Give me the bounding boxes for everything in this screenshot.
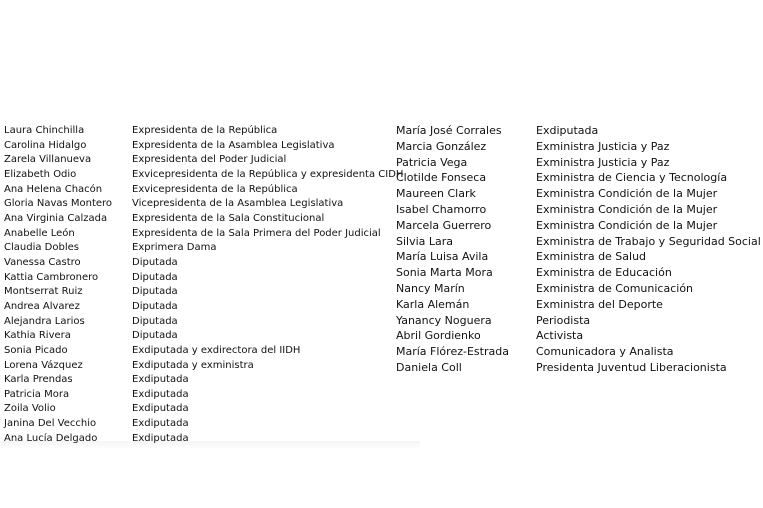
person-name: Maureen Clark	[396, 187, 476, 201]
person-role: Diputada	[132, 330, 178, 342]
person-name: Claudia Dobles	[4, 242, 79, 254]
left-name-role-table	[4, 124, 403, 446]
person-name: Daniela Coll	[396, 360, 462, 374]
person-name: Anabelle León	[4, 227, 75, 239]
person-name: Ana Helena Chacón	[4, 183, 103, 195]
table-row	[4, 373, 403, 388]
person-role: Exministra de Educación	[536, 266, 672, 280]
person-name: María Flórez-Estrada	[396, 345, 509, 359]
person-role: Diputada	[132, 315, 178, 327]
person-name: Andrea Alvarez	[4, 300, 80, 312]
table-row	[396, 218, 761, 234]
table-row	[4, 139, 403, 154]
person-role: Activista	[536, 329, 584, 343]
person-role: Exministra de Ciencia y Tecnología	[536, 171, 728, 185]
person-name: Marcia González	[396, 139, 487, 153]
person-name: Isabel Chamorro	[396, 202, 487, 216]
person-name: Alejandra Larios	[4, 315, 85, 327]
person-role: Vicepresidenta de la Asamblea Legislativa	[132, 198, 344, 210]
table-row	[396, 123, 761, 139]
person-name: Clotilde Fonseca	[396, 171, 487, 185]
person-role: Exministra de Comunicación	[536, 281, 694, 295]
person-role: Periodista	[536, 313, 591, 327]
person-name: Kattia Cambronero	[4, 271, 99, 283]
person-name: Ana Lucía Delgado	[4, 432, 98, 444]
table-row	[4, 417, 403, 432]
table-row	[396, 139, 761, 155]
table-row	[4, 256, 403, 271]
person-name: Laura Chinchilla	[4, 125, 85, 136]
person-name: Yanancy Noguera	[396, 313, 492, 327]
person-name: Janina Del Vecchio	[4, 418, 97, 430]
person-name: Vanessa Castro	[4, 256, 81, 268]
person-role: Exministra del Deporte	[536, 297, 663, 311]
table-row	[396, 344, 761, 360]
person-name: Abril Gordienko	[396, 329, 481, 343]
person-name: Gloria Navas Montero	[4, 198, 113, 210]
table-row	[4, 359, 403, 374]
person-role: Expresidenta de la Sala Primera del Poder Judicial	[132, 227, 381, 239]
person-name: Silvia Lara	[396, 234, 454, 248]
table-row	[4, 227, 403, 242]
person-role: Diputada	[132, 256, 178, 268]
person-role: Exdiputada	[132, 418, 189, 430]
table-row	[396, 265, 761, 281]
table-row	[4, 344, 403, 359]
person-name: Carolina Hidalgo	[4, 139, 87, 151]
table-row	[396, 281, 761, 297]
person-role: Diputada	[132, 300, 178, 312]
table-row	[396, 155, 761, 171]
table-row	[396, 313, 761, 329]
table-row	[396, 234, 761, 250]
table-row	[4, 432, 403, 447]
person-role: Exministra de Trabajo y Seguridad Social	[536, 234, 761, 248]
person-name: Kathia Rivera	[4, 330, 71, 342]
person-role: Exministra de Salud	[536, 250, 647, 264]
right-name-role-table	[396, 123, 761, 376]
person-role: Expresidenta de la República	[132, 125, 278, 136]
person-role: Exministra Condición de la Mujer	[536, 187, 718, 201]
table-row	[396, 328, 761, 344]
person-role: Exdiputada	[536, 124, 599, 137]
person-role: Diputada	[132, 286, 178, 298]
person-role: Exvicepresidenta de la República	[132, 183, 298, 195]
table-row	[4, 315, 403, 330]
table-row	[4, 183, 403, 198]
person-role: Expresidenta del Poder Judicial	[132, 154, 287, 166]
person-role: Exdiputada	[132, 403, 189, 415]
table-row	[4, 300, 403, 315]
table-row	[396, 249, 761, 265]
person-name: Ana Virginia Calzada	[4, 212, 108, 224]
person-role: Presidenta Juventud Liberacionista	[536, 360, 727, 374]
person-name: Nancy Marín	[396, 281, 465, 295]
person-name: María Luisa Avila	[396, 250, 489, 264]
table-row	[4, 388, 403, 403]
table-row	[4, 241, 403, 256]
table-row	[4, 197, 403, 212]
person-name: Lorena Vázquez	[4, 359, 83, 371]
person-name: Patricia Vega	[396, 155, 468, 169]
person-name: Sonia Picado	[4, 344, 68, 356]
table-row	[396, 297, 761, 313]
table-row	[4, 285, 403, 300]
person-name: Elizabeth Odio	[4, 168, 77, 180]
table-row	[396, 202, 761, 218]
person-role: Expresidenta de la Asamblea Legislativa	[132, 139, 335, 151]
person-name: Karla Prendas	[4, 374, 73, 386]
person-role: Exprimera Dama	[132, 242, 217, 254]
table-row	[396, 170, 761, 186]
table-row	[4, 271, 403, 286]
table-row	[4, 153, 403, 168]
table-row	[4, 168, 403, 183]
person-role: Exministra Condición de la Mujer	[536, 218, 718, 232]
person-name: Karla Alemán	[396, 297, 470, 311]
table-row	[4, 124, 403, 139]
person-name: Patricia Mora	[4, 388, 70, 400]
person-role: Exdiputada	[132, 374, 189, 386]
person-name: Zarela Villanueva	[4, 154, 92, 166]
person-role: Expresidenta de la Sala Constitucional	[132, 212, 325, 224]
person-name: Montserrat Ruiz	[4, 286, 83, 298]
table-row	[396, 186, 761, 202]
person-name: Marcela Guerrero	[396, 218, 492, 232]
person-role: Exdiputada	[132, 388, 189, 400]
table-row	[4, 212, 403, 227]
table-row	[396, 360, 761, 376]
person-role: Exdiputada	[132, 432, 189, 444]
table-row	[4, 402, 403, 417]
person-name: Sonia Marta Mora	[396, 266, 493, 280]
person-role: Exdiputada y exministra	[132, 359, 254, 371]
person-role: Comunicadora y Analista	[536, 345, 674, 359]
person-role: Exministra Justicia y Paz	[536, 139, 670, 153]
person-role: Exvicepresidenta de la República y expresidenta CIDH	[132, 168, 404, 180]
table-row	[4, 329, 403, 344]
person-name: María José Corrales	[396, 124, 502, 137]
person-role: Exdiputada y exdirectora del IIDH	[132, 344, 301, 356]
person-role: Exministra Justicia y Paz	[536, 155, 670, 169]
person-role: Diputada	[132, 271, 178, 283]
person-role: Exministra Condición de la Mujer	[536, 202, 718, 216]
person-name: Zoila Volio	[4, 403, 56, 415]
